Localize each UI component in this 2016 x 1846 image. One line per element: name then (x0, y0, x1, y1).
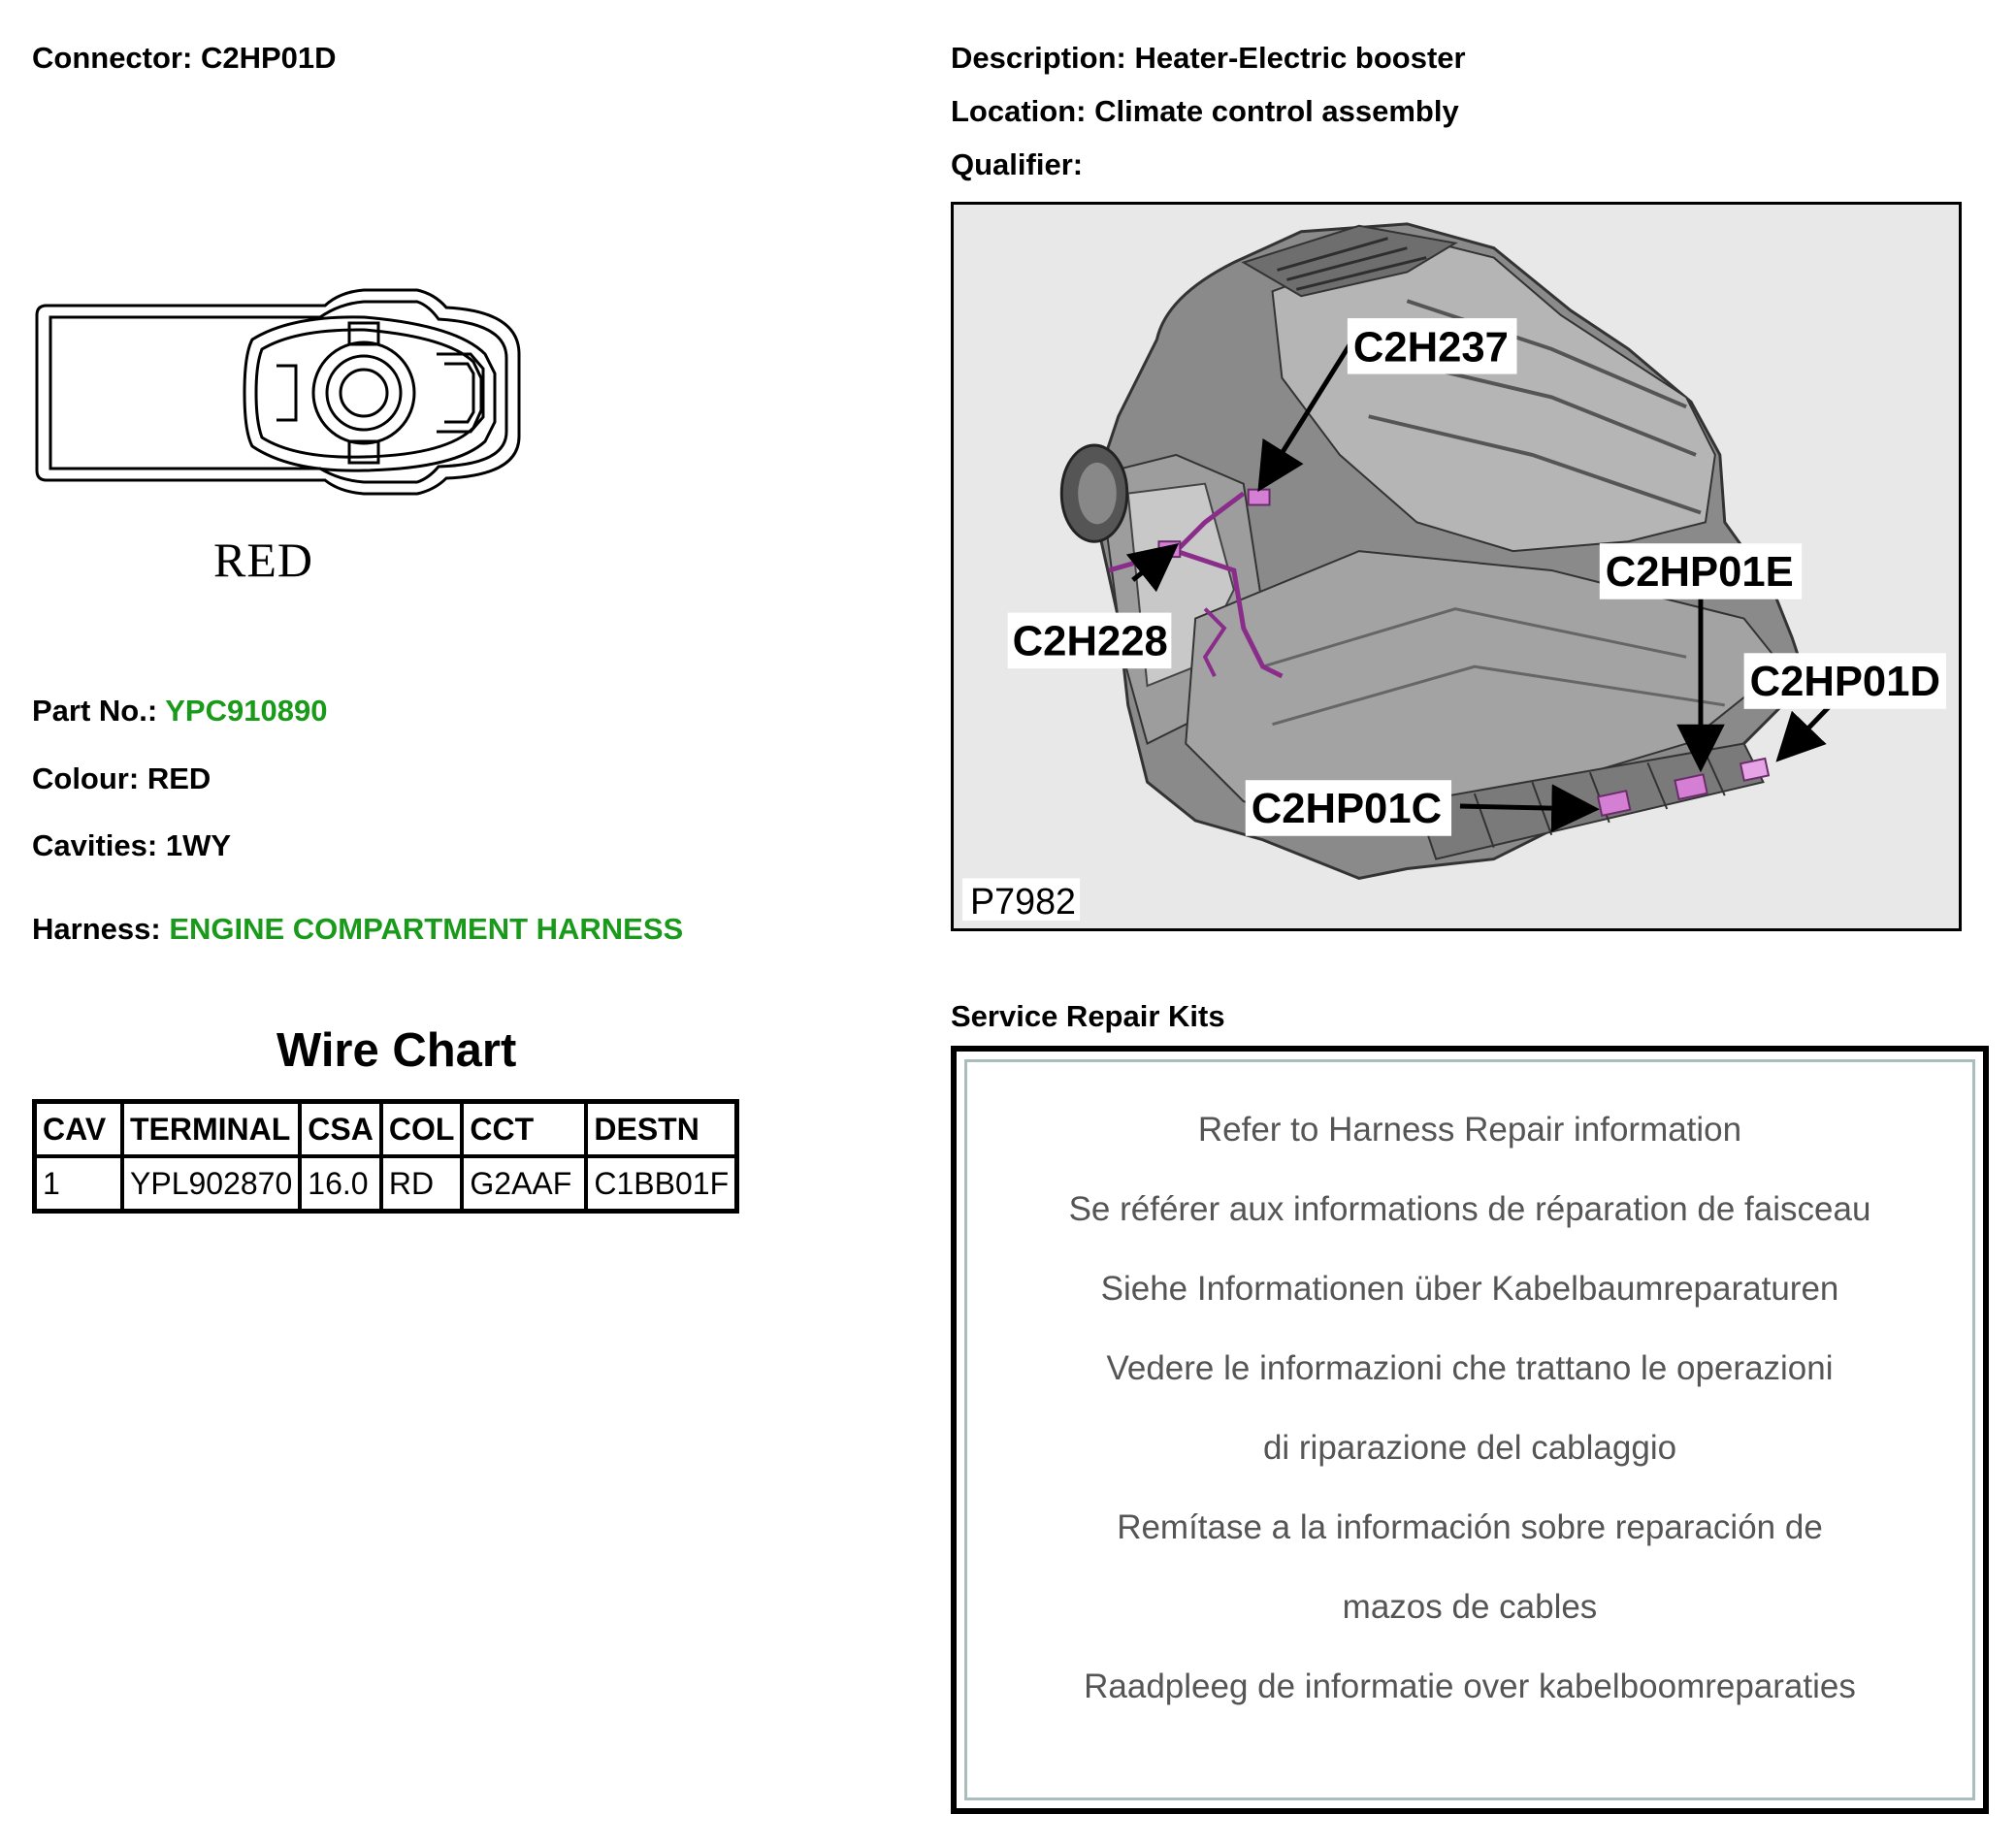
cell-col: RD (381, 1156, 463, 1212)
col-header-terminal: TERMINAL (122, 1102, 300, 1157)
kit-line-es-1: Remítase a la información sobre reparación de (1117, 1508, 1823, 1546)
harness-link[interactable]: ENGINE COMPARTMENT HARNESS (169, 912, 684, 946)
qualifier-field (951, 147, 1083, 182)
part-no-field (32, 694, 327, 729)
cavities-value: 1WY (165, 828, 232, 862)
col-header-col: COL (381, 1102, 463, 1157)
description-field (951, 41, 1466, 76)
part-no-label: Part No.: (32, 694, 158, 728)
harness-label: Harness: (32, 912, 161, 946)
cell-terminal: YPL902870 (122, 1156, 300, 1212)
description-label: Description: (951, 41, 1126, 75)
cavities-label: Cavities: (32, 828, 158, 862)
col-header-csa: CSA (300, 1102, 381, 1157)
cell-cav: 1 (35, 1156, 123, 1212)
kit-line-nl: Raadpleeg de informatie over kabelboomreparaties (1084, 1668, 1856, 1705)
heater-assembly-drawing (954, 205, 1959, 928)
kit-line-es-2: mazos de cables (1342, 1588, 1598, 1626)
table-row (35, 1156, 737, 1212)
colour-value: RED (146, 761, 211, 795)
cavities-field (32, 828, 231, 863)
connector-label: Connector: (32, 41, 193, 75)
location-label: Location: (951, 94, 1087, 128)
connector-color-label: RED (213, 533, 313, 587)
callout-c2h228: C2H228 (1012, 617, 1168, 665)
photo-reference-id: P7982 (970, 881, 1077, 923)
kit-line-it-2: di riparazione del cablaggio (1262, 1429, 1677, 1467)
cell-destn: C1BB01F (586, 1156, 736, 1212)
connector-face-drawing (29, 286, 524, 500)
wire-chart-title: Wire Chart (276, 1024, 517, 1077)
harness-field (32, 912, 683, 947)
connector-value: C2HP01D (200, 41, 337, 75)
callout-c2h237: C2H237 (1352, 323, 1509, 372)
colour-label: Colour: (32, 761, 140, 795)
callout-c2hp01e: C2HP01E (1605, 547, 1794, 596)
service-repair-kits-box (951, 1046, 1989, 1814)
wire-chart-header-row (35, 1102, 737, 1157)
cell-cct: G2AAF (462, 1156, 586, 1212)
connector-field (32, 41, 337, 76)
kit-line-en: Refer to Harness Repair information (1197, 1111, 1742, 1149)
col-header-cct: CCT (462, 1102, 586, 1157)
kit-line-it-1: Vedere le informazioni che trattano le operazioni (1106, 1349, 1834, 1387)
kit-line-de: Siehe Informationen über Kabelbaumreparaturen (1100, 1270, 1839, 1308)
service-repair-kits-title: Service Repair Kits (951, 999, 1225, 1033)
part-no-link[interactable]: YPC910890 (165, 694, 328, 728)
wire-chart-table (32, 1099, 739, 1214)
col-header-destn: DESTN (586, 1102, 736, 1157)
kit-line-fr: Se référer aux informations de réparation de faisceau (1068, 1190, 1871, 1228)
qualifier-label: Qualifier: (951, 147, 1084, 181)
location-value: Climate control assembly (1094, 94, 1459, 128)
callout-c2hp01d: C2HP01D (1749, 657, 1940, 705)
description-value: Heater-Electric booster (1134, 41, 1466, 75)
service-repair-kits-inner (964, 1059, 1975, 1800)
callout-c2hp01c: C2HP01C (1251, 784, 1443, 832)
colour-field (32, 761, 211, 796)
col-header-cav: CAV (35, 1102, 123, 1157)
component-location-illustration (951, 202, 1962, 931)
location-field (951, 94, 1459, 129)
cell-csa: 16.0 (300, 1156, 381, 1212)
